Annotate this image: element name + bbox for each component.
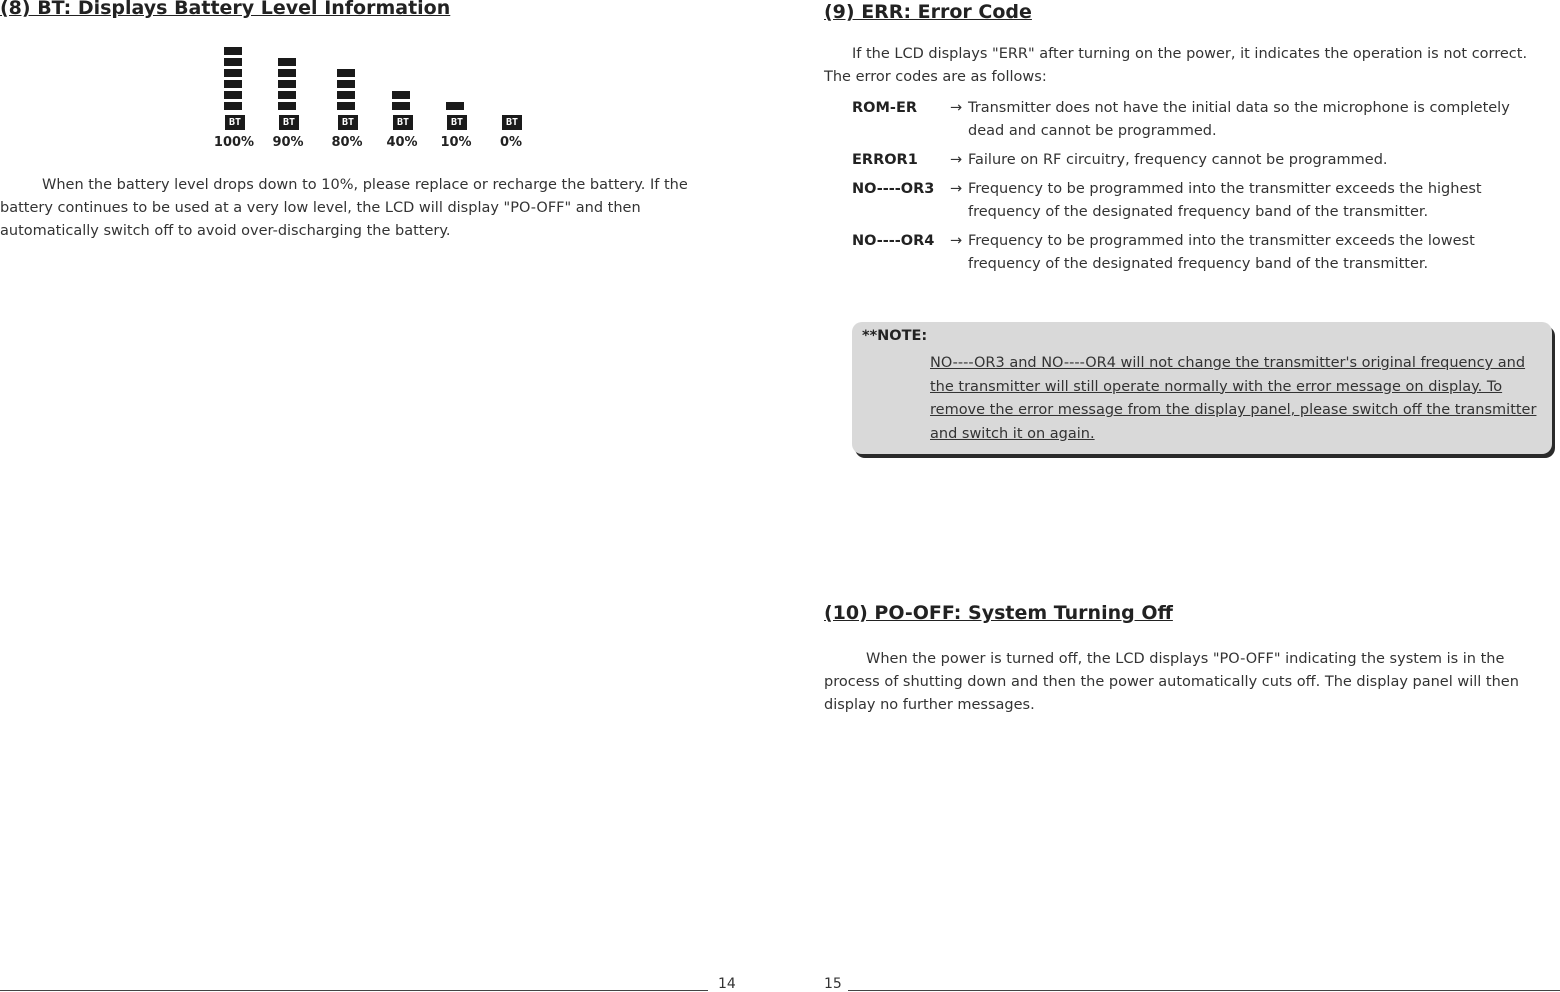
battery-bar xyxy=(224,91,242,99)
note-title: **NOTE: xyxy=(862,328,928,344)
battery-bars xyxy=(337,69,355,110)
error-code: ROM-ER xyxy=(852,100,918,116)
battery-percent: 10% xyxy=(440,135,472,150)
battery-bar xyxy=(224,58,242,66)
battery-bar xyxy=(446,102,464,110)
battery-90 xyxy=(266,40,310,152)
bt-label: BT xyxy=(225,115,245,130)
section-10-text: When the power is turned off, the LCD displays "PO-OFF" indicating the system is in the process of shutting down and then the power automatically cuts off. The display panel will then display no further messages. xyxy=(824,651,1519,713)
battery-bar xyxy=(337,91,355,99)
note-text: NO----OR3 and NO----OR4 will not change the transmitter's original frequency and the transmitter will still operate normally with the error message on display. To remove the error message from the display panel, please switch off the transmitter and switch it on again. xyxy=(930,355,1537,442)
right-page xyxy=(822,0,1560,992)
section-10-title: (10) PO-OFF: System Turning Off xyxy=(824,602,1173,624)
battery-bar xyxy=(278,91,296,99)
battery-bars xyxy=(446,102,464,110)
battery-100 xyxy=(212,40,256,152)
battery-bar xyxy=(278,102,296,110)
error-code-row xyxy=(852,149,1552,172)
error-code: NO----OR4 xyxy=(852,233,935,249)
battery-percent: 0% xyxy=(499,135,523,150)
battery-40 xyxy=(380,40,424,152)
section-9-intro: If the LCD displays "ERR" after turning on the power, it indicates the operation is not correct. The error codes are as follows: xyxy=(824,46,1528,85)
error-code-row xyxy=(852,97,1552,143)
battery-80 xyxy=(325,40,369,152)
battery-10 xyxy=(434,40,478,152)
bt-label: BT xyxy=(502,115,522,130)
battery-bar xyxy=(224,80,242,88)
bt-label: BT xyxy=(447,115,467,130)
bt-label: BT xyxy=(279,115,299,130)
footer-rule xyxy=(0,990,708,991)
error-code-row xyxy=(852,230,1552,276)
battery-bars xyxy=(224,47,242,110)
arrow-icon: → xyxy=(950,181,963,197)
battery-bars xyxy=(278,58,296,110)
battery-bar xyxy=(392,102,410,110)
error-code: ERROR1 xyxy=(852,152,918,168)
arrow-icon: → xyxy=(950,100,963,116)
battery-percent: 100% xyxy=(213,135,255,150)
battery-bars xyxy=(392,91,410,110)
page-number: 15 xyxy=(824,976,842,992)
battery-bar xyxy=(392,91,410,99)
arrow-icon: → xyxy=(950,233,963,249)
battery-bar xyxy=(278,69,296,77)
battery-percent: 90% xyxy=(272,135,304,150)
arrow-icon: → xyxy=(950,152,963,168)
error-description: Frequency to be programmed into the transmitter exceeds the highest frequency of the designated frequency band of the transmitter. xyxy=(968,181,1482,220)
section-8-title: (8) BT: Displays Battery Level Information xyxy=(0,0,451,19)
page-number: 14 xyxy=(718,976,736,992)
left-page xyxy=(0,0,740,992)
battery-bar xyxy=(278,80,296,88)
bt-label: BT xyxy=(338,115,358,130)
error-description: Transmitter does not have the initial data so the microphone is completely dead and cannot be programmed. xyxy=(968,100,1510,139)
battery-bar xyxy=(224,47,242,55)
battery-paragraph: When the battery level drops down to 10%, please replace or recharge the battery. If the battery continues to be used at a very low level, the LCD will display "PO-OFF" and then automatically switch off to avoid over-discharging the battery. xyxy=(0,177,688,239)
battery-percent: 80% xyxy=(331,135,363,150)
battery-bar xyxy=(278,58,296,66)
battery-bar xyxy=(337,69,355,77)
battery-0 xyxy=(489,40,533,152)
error-code-row xyxy=(852,178,1552,224)
battery-bar xyxy=(224,69,242,77)
battery-bar xyxy=(337,80,355,88)
section-9-title: (9) ERR: Error Code xyxy=(824,1,1032,23)
error-code: NO----OR3 xyxy=(852,181,935,197)
note-box xyxy=(852,322,1552,454)
battery-level-diagram xyxy=(210,40,540,152)
battery-bar xyxy=(337,102,355,110)
error-description: Failure on RF circuitry, frequency cannot be programmed. xyxy=(968,152,1388,168)
bt-label: BT xyxy=(393,115,413,130)
footer-rule xyxy=(848,990,1560,991)
error-description: Frequency to be programmed into the transmitter exceeds the lowest frequency of the designated frequency band of the transmitter. xyxy=(968,233,1475,272)
battery-percent: 40% xyxy=(386,135,418,150)
battery-bar xyxy=(224,102,242,110)
